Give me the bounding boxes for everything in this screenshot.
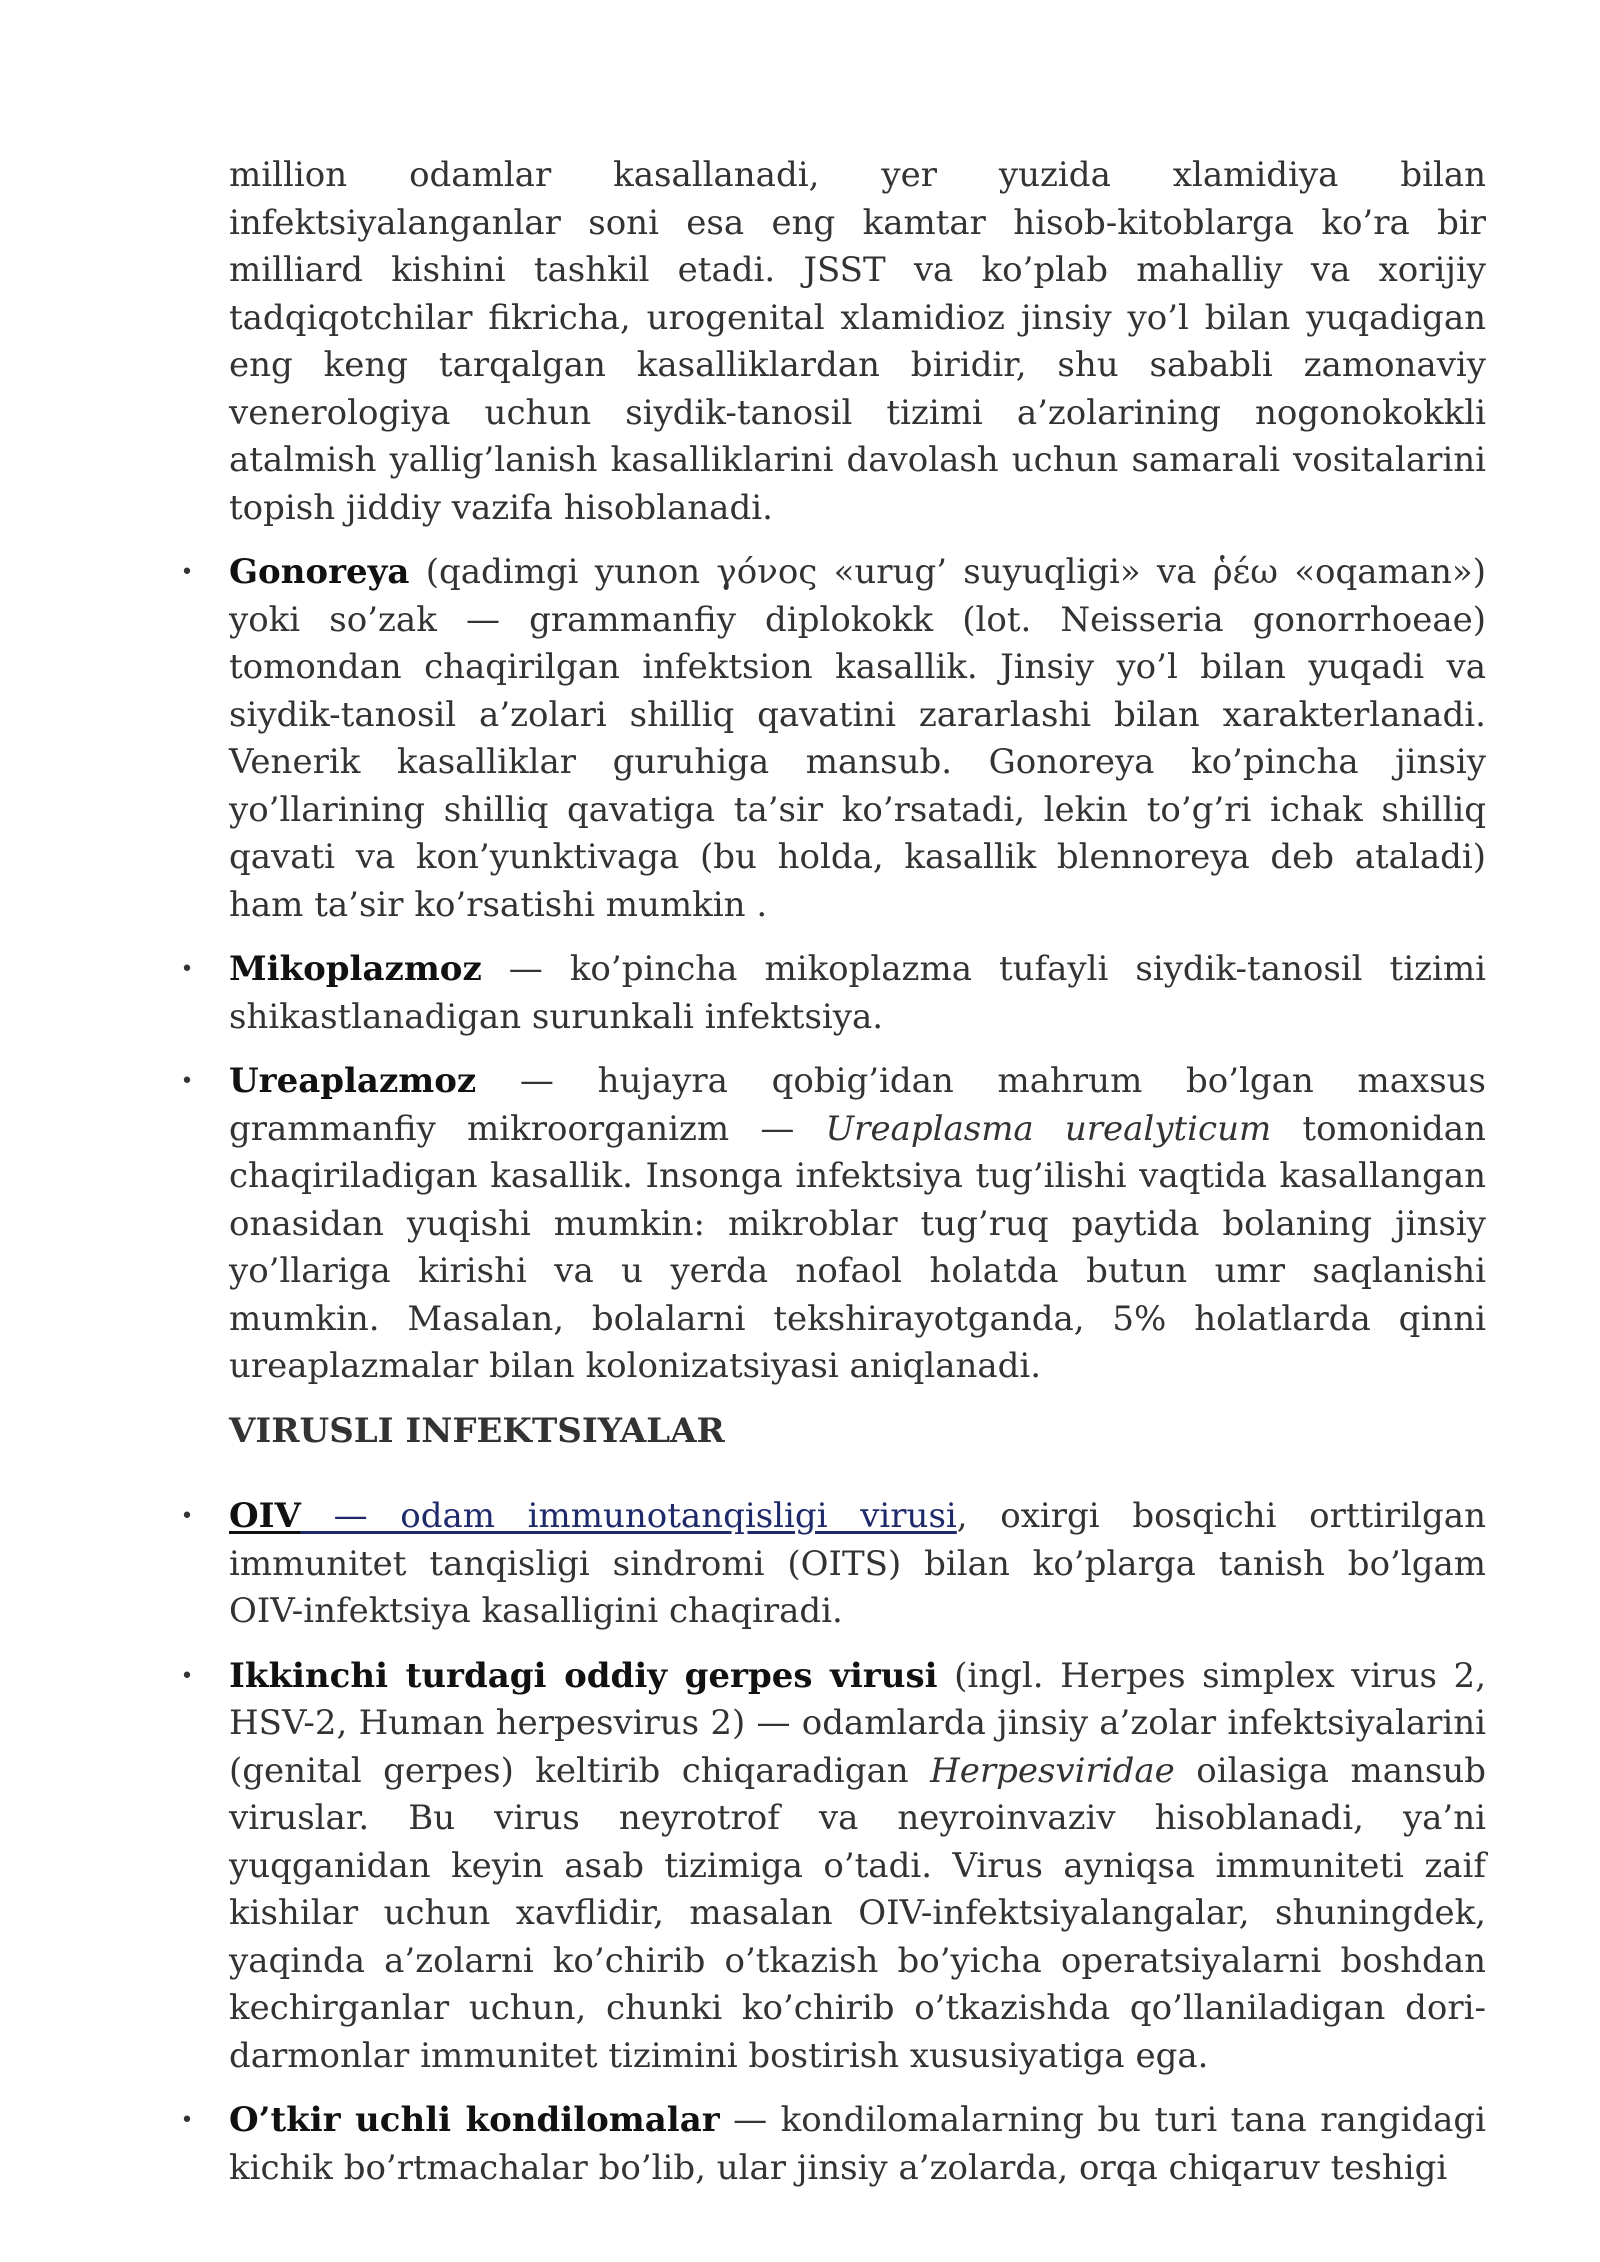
scientific-name-herpesviridae: Herpesviridae [930,1750,1175,1791]
bullet-icon: • [180,957,194,982]
document-page [180,152,1486,2209]
bullet-icon: • [180,2108,194,2133]
term-gonoreya: Gonoreya [229,552,410,592]
description-oiv: , oxirgi bosqichi orttirilgan immunitet tanqisligi sindromi (OITS) bilan ko’plarga tanish bo’lgam OIV-infektsiya kasalligini chaqiradi. [229,1496,1486,1631]
description-ureaplazmoz-start: — hujayra qobig’idan mahrum bo’lgan maxsus grammanfiy mikroorganizm — [229,1061,1486,1149]
term-ureaplazmoz: Ureaplazmoz [229,1061,477,1101]
list-item-kondilomalar [180,2097,1486,2192]
intro-paragraph: million odamlar kasallanadi, yer yuzida xlamidiya bilan infektsiyalanganlar soni esa eng kamtar hisob-kitoblarga ko’ra bir milliard kishini tashkil etadi. JSST va ko’plab mahalliy va xorijiy tadqiqotchilar fikricha, urogenital xlamidioz jinsiy yo’l bilan yuqadigan eng keng tarqalgan kasalliklardan biridir, shu sababli zamonaviy venerologiya uchun siydik-tanosil tizimi a’zolarining nogonokokkli atalmish yallig’lanish kasalliklarini davolash uchun samarali vositalarini topish jiddiy vazifa hisoblanadi. [229,155,1486,528]
term-oiv-link[interactable]: OIV [229,1496,301,1536]
scientific-name-ureaplasma: Ureaplasma urealyticum [825,1108,1272,1149]
bullet-icon: • [180,1504,194,1529]
description-ureaplazmoz-end: tomonidan chaqiriladigan kasallik. Insonga infektsiya tug’ilishi vaqtida kasallangan onasidan yuqishi mumkin: mikroblar tug’ruq paytida bolaning jinsiy yo’llariga kirishi va u yerda nofaol holatda butun umr saqlanishi mumkin. Masalan, bolalarni tekshirayotganda, 5% holatlarda qinni ureaplazmalar bilan kolonizatsiyasi aniqlanadi. [229,1108,1486,1386]
description-gerpes-start: (ingl. Herpes simplex virus 2, HSV-2, Human herpesvirus 2) — odamlarda jinsiy a’zolar infektsiyalarini (genital gerpes) keltirib chiqaradigan [229,1655,1486,1791]
list-item-ureaplazmoz [180,1058,1486,1391]
bullet-icon: • [180,1069,194,1094]
description-kondilomalar: — kondilomalarning bu turi tana rangidagi kichik bo’rtmachalar bo’lib, ular jinsiy a’zolarda, orqa chiqaruv teshigi [229,2100,1486,2188]
list-item-mikoplazmoz [180,946,1486,1041]
list-item-gerpes [180,1653,1486,2081]
term-gerpes: Ikkinchi turdagi oddiy gerpes virusi [229,1655,938,1696]
list-item-oiv [180,1493,1486,1636]
term-mikoplazmoz: Mikoplazmoz [229,949,482,989]
description-mikoplazmoz: — ko’pincha mikoplazma tufayli siydik-tanosil tizimi shikastlanadigan surunkali infektsiya. [229,949,1486,1037]
description-gerpes-end: oilasiga mansub viruslar. Bu virus neyrotrof va neyroinvaziv hisoblanadi, ya’ni yuqganidan keyin asab tizimiga o’tadi. Virus ayniqsa immuniteti zaif kishilar uchun xavflidir, masalan OIV-infektsiyalangalar, shuningdek, yaqinda a’zolarni ko’chirib o’tkazish bo’yicha operatsiyalarni boshdan kechirganlar uchun, chunki ko’chirib o’tkazishda qo’llaniladigan dori-darmonlar immunitet tizimini bostirish xususiyatiga ega. [229,1750,1486,2076]
oiv-definition-link[interactable]: — odam immunotanqisligi virusi [300,1496,957,1536]
section-heading: VIRUSLI INFEKTSIYALAR [229,1410,725,1451]
description-gonoreya: (qadimgi yunon γόνος «urug’ suyuqligi» va ῥέω «oqaman») yoki so’zak — grammanfiy diplokokk (lot. Neisseria gonorrhoeae) tomondan chaqirilgan infektsion kasallik. Jinsiy yo’l bilan yuqadi va siydik-tanosil a’zolari shilliq qavatini zararlashi bilan xarakterlanadi. Venerik kasalliklar guruhiga mansub. Gonoreya ko’pincha jinsiy yo’llarining shilliq qavatiga ta’sir ko’rsatadi, lekin to’g’ri ichak shilliq qavati va kon’yunktivaga (bu holda, kasallik blennoreya deb ataladi) ham ta’sir ko’rsatishi mumkin . [229,552,1486,925]
term-kondilomalar: O’tkir uchli kondilomalar [229,2100,720,2140]
list-item-gonoreya [180,549,1486,929]
bullet-icon: • [180,560,194,585]
bullet-icon: • [180,1663,194,1689]
